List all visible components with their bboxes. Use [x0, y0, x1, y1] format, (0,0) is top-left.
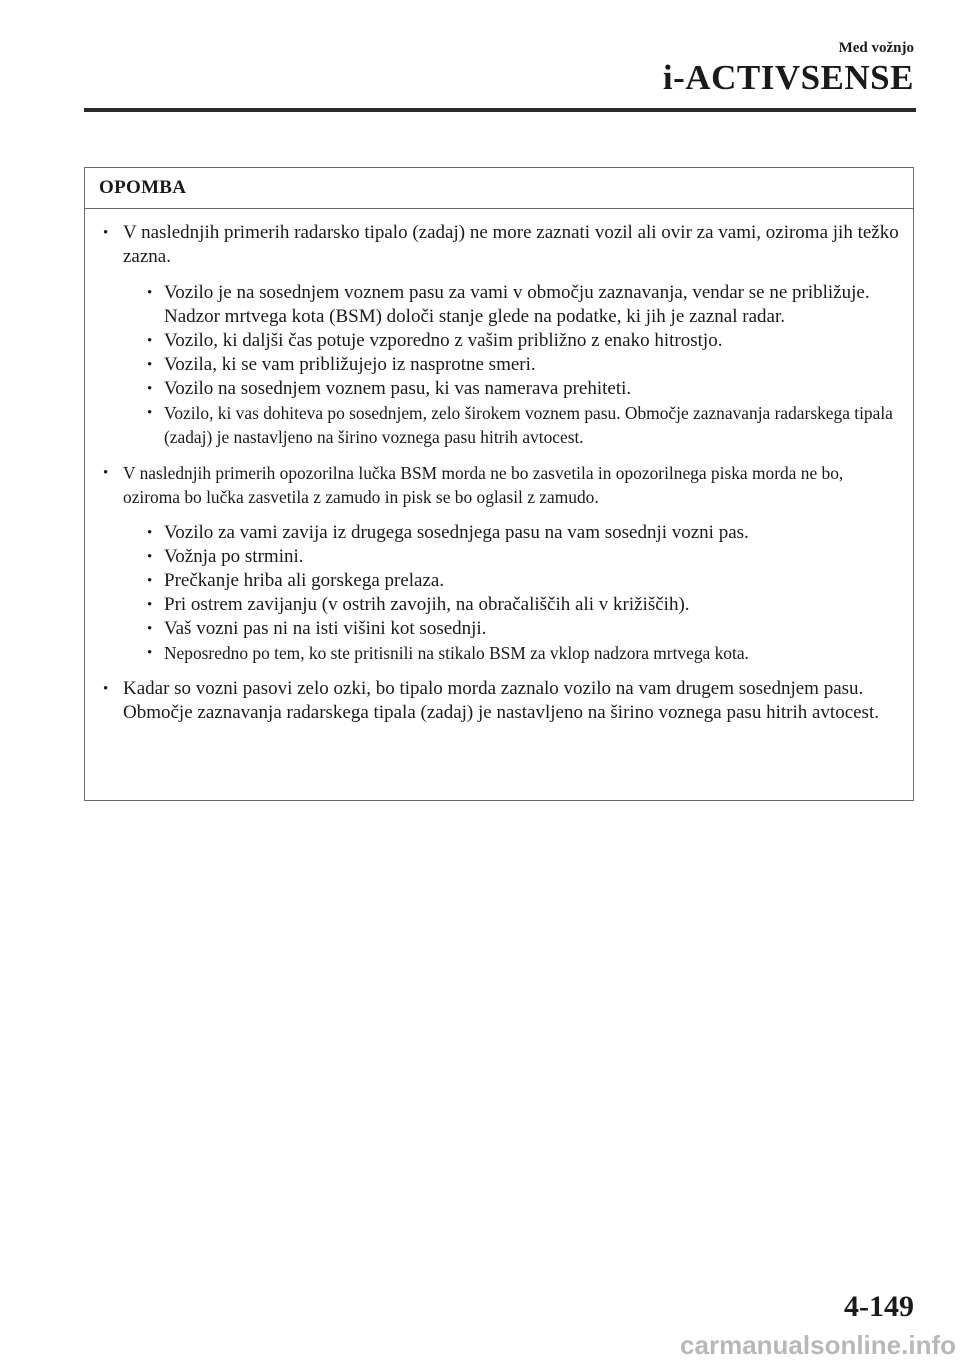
section-title: Med vožnjo — [838, 40, 914, 56]
sub-list-item — [123, 569, 899, 593]
watermark: carmanualsonline.info — [680, 1330, 956, 1360]
bullet-marker: • — [147, 381, 153, 397]
sub-item-text: Vaš vozni pas ni na isti višini kot sosednji. — [164, 618, 487, 639]
note-bullet — [99, 221, 899, 449]
sub-item-text: Neposredno po tem, ko ste pritisnili na stikalo BSM za vklop nadzora mrtvega kota. — [164, 643, 749, 663]
bullet-text: V naslednjih primerih opozorilna lučka BSM morda ne bo zasvetila in opozorilnega piska morda ne bo, oziroma bo lučka zasvetila z zamudo in pisk se bo oglasil z zamudo. — [123, 463, 844, 507]
bullet-marker: • — [147, 285, 153, 301]
sub-list-item — [123, 617, 899, 641]
bullet-marker: • — [147, 333, 153, 349]
note-box — [84, 167, 914, 801]
bullet-marker: • — [147, 621, 153, 637]
sub-item-text: Vozilo, ki daljši čas potuje vzporedno z vašim približno z enako hitrostjo. — [164, 330, 723, 351]
bullet-marker: • — [147, 525, 153, 541]
sub-item-text: Pri ostrem zavijanju (v ostrih zavojih, na obračališčih ali v križiščih). — [164, 594, 690, 615]
bullet-marker: • — [147, 549, 153, 565]
bullet-marker: • — [147, 645, 153, 661]
sub-list-item — [123, 353, 899, 377]
sub-item-text: Vožnja po strmini. — [164, 546, 304, 567]
sub-item-text: Vozila, ki se vam približujejo iz nasprotne smeri. — [164, 354, 536, 375]
sub-item-text: Vozilo je na sosednjem voznem pasu za vami v območju zaznavanja, vendar se ne približuje. Nadzor mrtvega kota (BSM) določi stanje glede na podatke, ki jih je zaznal radar. — [164, 282, 870, 327]
sub-list-item — [123, 401, 899, 449]
sub-list-item — [123, 329, 899, 353]
sub-list — [123, 521, 899, 665]
bullet-marker: • — [147, 573, 153, 589]
sub-item-text: Prečkanje hriba ali gorskega prelaza. — [164, 570, 445, 591]
note-bullet — [99, 677, 899, 725]
sub-list-item — [123, 593, 899, 617]
sub-list — [123, 281, 899, 449]
header-divider — [84, 108, 916, 112]
note-body — [85, 209, 913, 725]
sub-item-text: Vozilo za vami zavija iz drugega sosednjega pasu na vam sosednji vozni pas. — [164, 522, 749, 543]
bullet-marker: • — [147, 405, 153, 421]
bullet-marker: • — [103, 225, 109, 241]
sub-list-item — [123, 521, 899, 545]
bullet-text: V naslednjih primerih radarsko tipalo (zadaj) ne more zaznati vozil ali ovir za vami, oziroma jih težko zazna. — [123, 222, 899, 267]
sub-list-item — [123, 545, 899, 569]
bullet-marker: • — [103, 681, 109, 697]
bullet-marker: • — [147, 357, 153, 373]
sub-item-text: Vozilo na sosednjem voznem pasu, ki vas namerava prehiteti. — [164, 378, 632, 399]
sub-list-item — [123, 377, 899, 401]
bullet-text: Kadar so vozni pasovi zelo ozki, bo tipalo morda zaznalo vozilo na vam drugem sosednjem pasu. Območje zaznavanja radarskega tipala (zadaj) je nastavljeno na širino voznega pasu hitrih avtocest. — [123, 678, 879, 723]
sub-list-item — [123, 641, 899, 665]
bullet-marker: • — [147, 597, 153, 613]
sub-item-text: Vozilo, ki vas dohiteva po sosednjem, zelo širokem voznem pasu. Območje zaznavanja radarskega tipala (zadaj) je nastavljeno na širino voznega pasu hitrih avtocest. — [164, 403, 893, 447]
bullet-marker: • — [103, 465, 109, 481]
page-number: 4-149 — [844, 1290, 914, 1323]
sub-list-item — [123, 281, 899, 329]
note-bullet — [99, 461, 899, 665]
note-title: OPOMBA — [85, 168, 913, 209]
chapter-title: i-ACTIVSENSE — [662, 58, 914, 97]
